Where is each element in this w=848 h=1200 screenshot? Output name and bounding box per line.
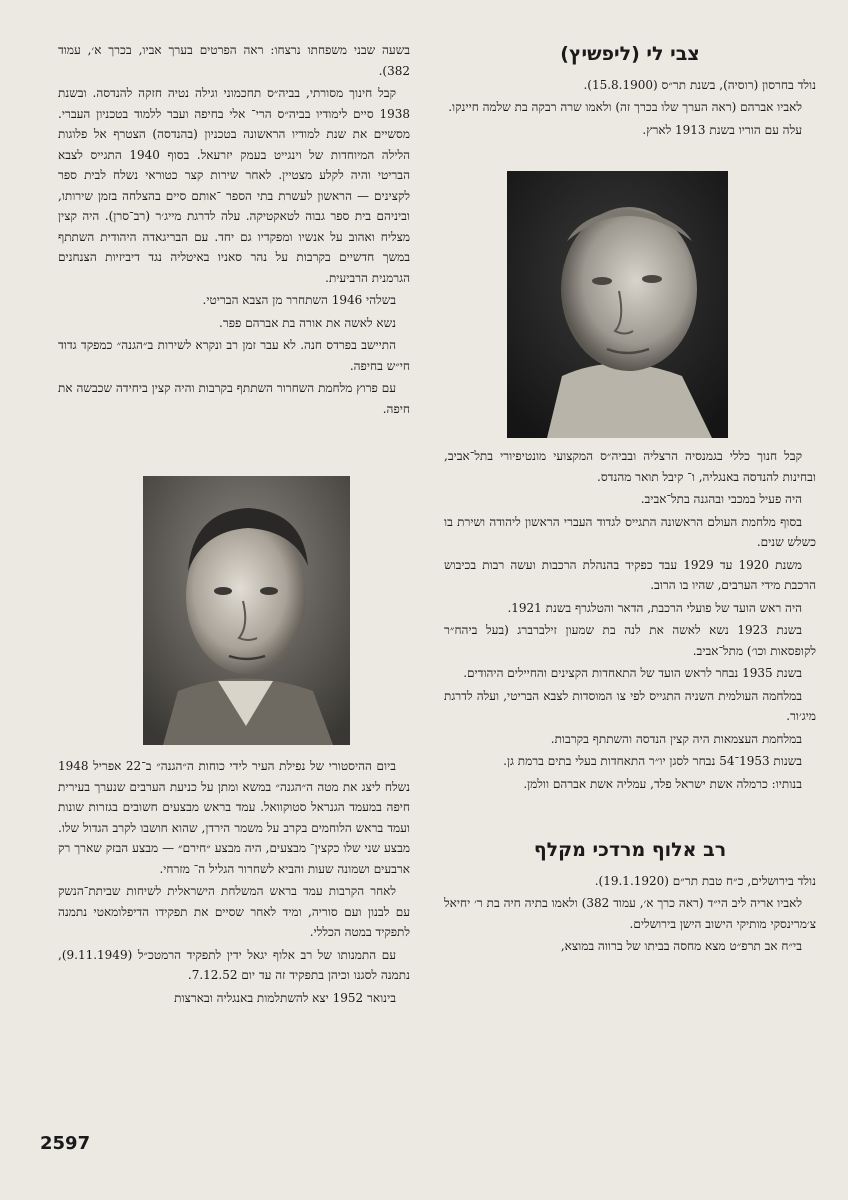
paragraph: לאביו אריה ליב הי״ד (ראה כרך א׳, עמוד 382) ולאמו בתיה חיה בת ר׳ יחיאל צ׳מרינסקי מותיקי הישוב הישן בירושלים. [444,896,816,931]
paragraph: היה פעיל במכבי ובהגנה בתל־אביב. [640,492,802,506]
portrait-photo-zvi-li [507,171,728,438]
section-title-mordechai-maklef: רב אלוף מרדכי מקלף [533,839,727,861]
paragraph: נולד בירושלים, כ״ח טבת תר״ם (19.1.1920). [594,873,816,888]
paragraph: לאחר הקרבות עמד בראש המשלחת הישראלית לשיחות שביתת־הנשק עם לבנון ועם סוריה, ומיד לאחר שסיים את תפקידו הדיפלומאטי נתמנה לתפקיד במטה הכללי. [58,884,410,939]
page-number: 2597 [40,1133,91,1154]
paragraph: נולד בחרסון (רוסיה), בשנת תר״ס (15.8.1900). [583,77,816,92]
paragraph: בשנת 1923 נשא לאשה את לנה בת שמעון זילברברג (בעל ביהח״ר לקופסאות וכו׳) מתל־אביב. [444,623,816,658]
paragraph: בינואר 1952 יצא להשתלמות באנגליה ובארצות [174,990,396,1005]
right-column-top [444,40,816,142]
paragraph: בשנת 1935 נבחר לראש הועד של התאחדות הקצינים והחיילים היהודים. [463,666,802,680]
paragraph: בנותיו: כרמלה אשת ישראל פלד, עמליה אשת אברהם וולמן. [523,776,802,791]
paragraph: ביום ההיסטורי של נפילת העיר לידי כוחות ה״הגנה״ ב־22 אפריל 1948 נשלח ליצג את מטה ה״הגנה״ במשא ומתן על כניעת הערבים שנערך בעירית חיפה במעמד הגנראל סטוקוואל. עמד בראש מבצעים חשובים בגזרות שונות ועמד בראש הלוחמים בקרב על משמר הירדן, שהוא חושבו לקרב הגדול שלו. מבצע שני שלו כקצין־ מבצעים, היה מבצע ״חירם״ — מבצע הבזק שארך רק ארבעים ושמונה שעות והביא לשחרור הגליל ה־ מזרחי. [58,759,410,876]
portrait-photo-mordechai-maklef [143,476,350,745]
paragraph: לאביו אברהם (ראה הערך שלו בכרך זה) ולאמו שרה רבקה בת שלמה חיינקו. [448,100,802,114]
paragraph: במלחמת העצמאות היה קצין הנדסה והשתתף בקרבות. [550,731,802,746]
paragraph: התיישב בפרדס חנה. לא עבר זמן רב ונקרא לשירות ב״הגנה״ כמפקד גדוד חי״ש בחיפה. [58,338,410,373]
section-title-zvi-li: צבי לי (ליפשיץ) [560,43,700,65]
paragraph: היה ראש הועד של פועלי הרכבת, הדאר והטלגרף בשנת 1921. [507,600,802,615]
paragraph: בי״ח אב תרפ״ט מצא מחסה בביתו של ברווה במוצא, [560,939,802,953]
paragraph: משנת 1920 עד 1929 עבד כפקיד בהנהלת הרכבות ועשה רבות בכיבוש הרכבת מידי הערבים, שהיו בו הרוב. [444,557,816,592]
paragraph: בסוף מלחמת העולם הראשונה התגייס לגדוד העברי הראשון ליהודה ושירת בו כשלש שנים. [444,514,816,549]
paragraph: נשא לאשה את אורה בת אברהם פפר. [219,315,396,330]
paragraph: עם פרוץ מלחמת השחרור השתתף בקרבות והיה קצין ביחידה שכבשה את חיפה. [58,381,410,416]
right-column-bottom [444,446,816,959]
paragraph: בשנות 1953־54 נבחר לסגן יו״ר התאחדות בעלי בתים ברמת גן. [503,754,802,768]
paragraph: קבל חנוך כללי בגמנסיה הרצליה ובביה״ס המקצועי מונטיפיורי בתל־אביב, ובחינות להנדסה באנגליה, ו־ קיבל תואר מהנדס. [444,449,816,484]
paragraph: בשלהי 1946 השתחרר מן הצבא הבריטי. [202,293,396,307]
paragraph: בשעה שבני משפחתו נרצחו: ראה הפרטים בערך אביו, בכרך א׳, עמוד 382). [58,43,410,78]
paragraph: עם התמנותו של רב אלוף יגאל ידין לתפקיד הרמטכ״ל (9.11.1949), נתמנה לסגנו וכיהן בתפקיד זה עד יום 7.12.52. [58,947,410,982]
left-column-bottom [58,756,410,1010]
paragraph: עלה עם הוריו בשנת 1913 לארץ. [642,122,802,137]
paragraph: קבל חינוך מסורתי, בביה״ס תחכמוני וגילה נטיה חזקה להנדסה. ובשנת 1938 סיים לימודיו בביה״ס הרי־ אלי בחיפה ועבר ללמוד בטכניון העברי. מסשיים את שנת למודיו הראשונה בטכניון (בהנדסה) הצטרף אל פלוגות הלילה המיוחדות של וינגייט בעמק יזרעאל. בסוף 1940 התגייס לצבא הבריטי והיה לקלע מצטיין. לאחר שירות קצר כטוראי נשלח לבית ספר לקצינים — הראשון לעשרת בתי הספר ־אותם סיים בהצלחה בזמן שירותו, וביניהם בית ספר גבוה לטאקטיקה. עלה לדרגת מייג׳ר (רב־סרן). היה קצין מצליח ואהוב על אנשיו ומפקדיו גם יחד. עם הבריגאדה היהודית השתתף במשך חדשיים בקרבות על נהר סאניו באיטליה נגד דיביזיות הצנחנים הגרמנית הרביעית. [58,86,410,285]
left-column-top [58,40,410,421]
paragraph: במלחמה העולמית השניה התגייס לפי צו המוסדות לצבא הבריטי, ועלה לדרגת מיג׳ור. [444,688,816,723]
